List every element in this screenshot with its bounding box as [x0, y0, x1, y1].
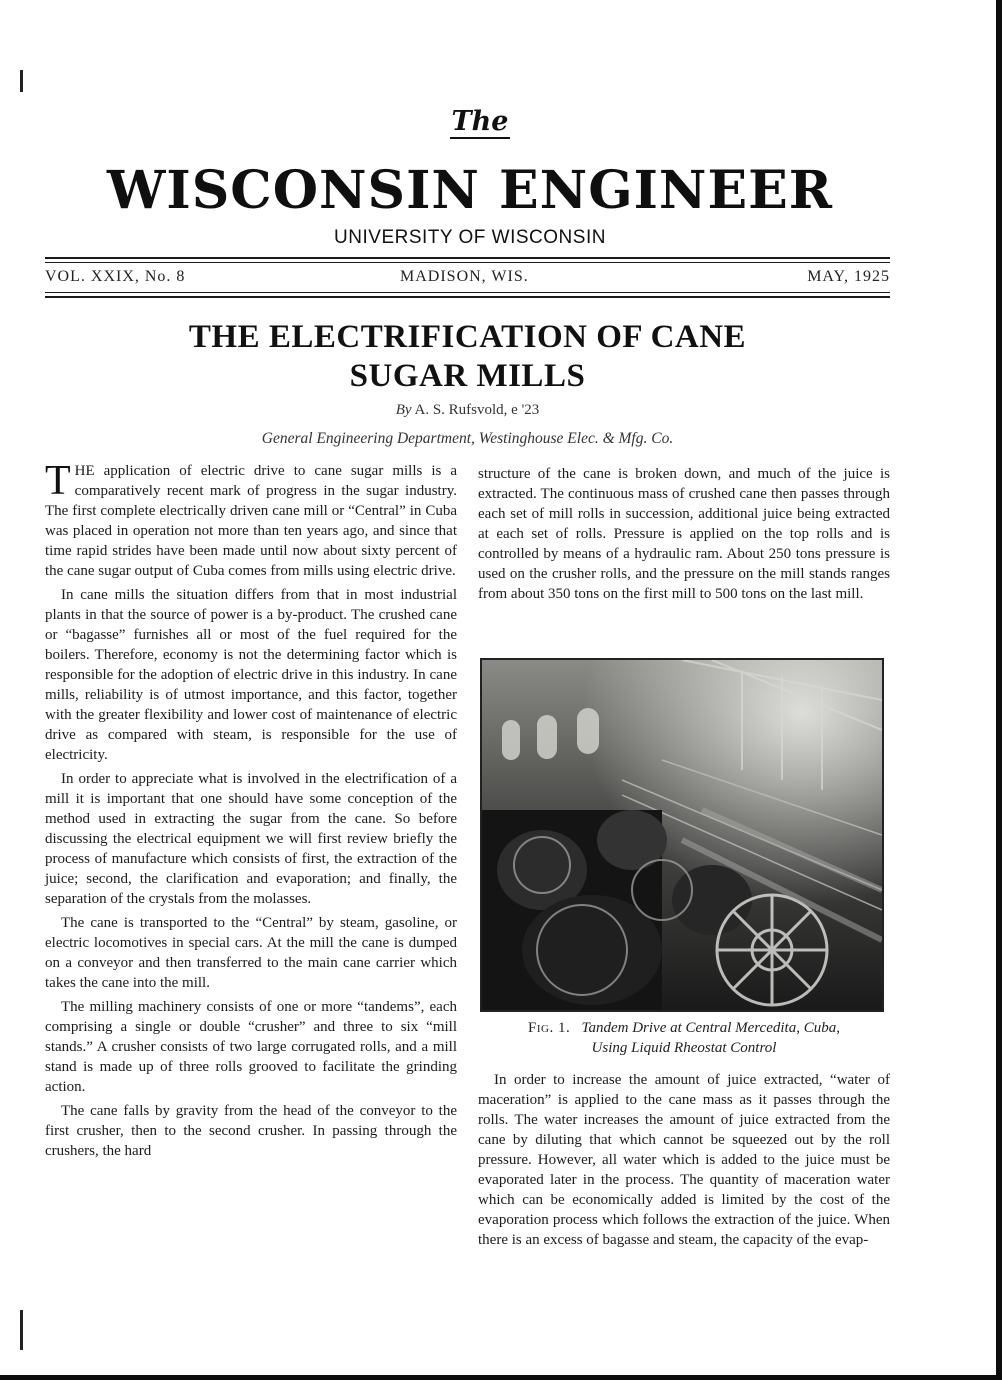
paragraph: THE application of electric drive to cane sugar mills is a comparatively recent mark of progress in the sugar industry. The first complete electrically driven cane mill or “Central” in Cuba was placed in operation not more than ten years ago, and since that time rapid strides have been made until now about sixty percent of the cane sugar output of Cuba comes from mills using electric drive.: [45, 458, 457, 579]
masthead-the: The: [451, 106, 509, 137]
paragraph: The cane is transported to the “Central” by steam, gasoline, or electric locomotives in special cars. At the mill the cane is dumped on a conveyor and then transferred to the main cane carrier which takes the cane into the mill.: [45, 915, 457, 991]
figure-label: Fig. 1.: [528, 1020, 571, 1036]
figure-photo: [480, 658, 884, 1012]
paragraph: In cane mills the situation differs from that in most industrial plants in that the source of power is a by-product. The crushed cane or “bagasse” furnishes all or most of the fuel required for the boilers. Therefore, economy is not the determining factor which is responsible for the adoption of electric drive in this industry. In cane mills, reliability is of utmost importance, and this factor, together with the greater flexibility and lower cost of maintenance of electric drive as compared with steam, is responsible for the use of electricity.: [45, 587, 457, 763]
divider: [45, 296, 890, 298]
scan-edge-bottom: [0, 1375, 1002, 1380]
paragraph: In order to appreciate what is involved in the electrification of a mill it is important that one should have some conception of the method used in extracting the sugar from the cane. So before discussing the electrical equipment we will first review briefly the process of manufacture which consists of first, the extraction of the juice; second, the clarification and evaporation; and finally, the separation of the crystals from the molasses.: [45, 771, 457, 907]
article-title: [45, 318, 890, 396]
article-title-line: THE ELECTRIFICATION OF CANE: [188, 319, 747, 355]
divider: [45, 262, 890, 263]
article-column-left: [45, 458, 457, 1165]
byline: [45, 402, 890, 419]
divider: [45, 257, 890, 259]
masthead-subtitle: UNIVERSITY OF WISCONSIN: [334, 227, 606, 248]
figure-caption-line: Fig. 1. Tandem Drive at Central Mercedita, Cuba,: [528, 1020, 840, 1036]
byline-by: By: [395, 402, 412, 418]
issue-info-row: [45, 268, 890, 290]
byline-author: A. S. Rufsvold, e '23: [414, 402, 540, 418]
figure-caption: [478, 1018, 890, 1058]
article-title-line: SUGAR MILLS: [349, 358, 586, 394]
issue-place: MADISON, WIS.: [400, 268, 529, 285]
issue-date: MAY, 1925: [807, 268, 890, 285]
paragraph: In order to increase the amount of juice extracted, “water of maceration” is applied to the cane mass as it passes through the rolls. The water increases the amount of juice extracted from the cane by diluting that which cannot be squeezed out by the roll pressure. However, all water which is added to the juice must be evaporated later in the process. The quantity of maceration water which can be economically added is limited by the cost of the evaporation process which follows the extraction of the juice. When there is an excess of bagasse and steam, the capacity of the evap-: [478, 1072, 890, 1248]
article-column-right-top: [478, 464, 890, 608]
paragraph: structure of the cane is broken down, and much of the juice is extracted. The continuous mass of crushed cane then passes through each set of mill rolls in succession, additional juice being extracted at each set of rolls. Pressure is applied on the top rolls and is controlled by means of a hydraulic ram. About 250 tons pressure is used on the crusher rolls, and the pressure on the mill stands ranges from about 350 tons on the first mill to 500 tons on the last mill.: [478, 466, 890, 602]
paragraph: The cane falls by gravity from the head of the conveyor to the first crusher, then to the second crusher. In passing through the crushers, the hard: [45, 1103, 457, 1159]
mill-photo-illustration: [482, 660, 882, 1010]
paragraph: The milling machinery consists of one or more “tandems”, each comprising a single or double “crusher” and three to six “mill stands.” A crusher consists of two large corrugated rolls, and a mill stand is made up of three rolls grooved to facilitate the grinding action.: [45, 999, 457, 1095]
article-column-right-bottom: [478, 1070, 890, 1254]
masthead-title: WISCONSIN ENGINEER: [107, 160, 833, 221]
scan-mark: [20, 1310, 23, 1350]
drop-cap: T: [45, 458, 71, 504]
issue-volume: VOL. XXIX, No. 8: [45, 268, 186, 285]
divider: [45, 292, 890, 293]
figure-caption-line: Using Liquid Rheostat Control: [591, 1040, 777, 1056]
scan-mark: [20, 70, 23, 92]
author-affiliation: General Engineering Department, Westinghouse Elec. & Mfg. Co.: [261, 430, 674, 447]
scan-edge-right: [996, 0, 1002, 1380]
